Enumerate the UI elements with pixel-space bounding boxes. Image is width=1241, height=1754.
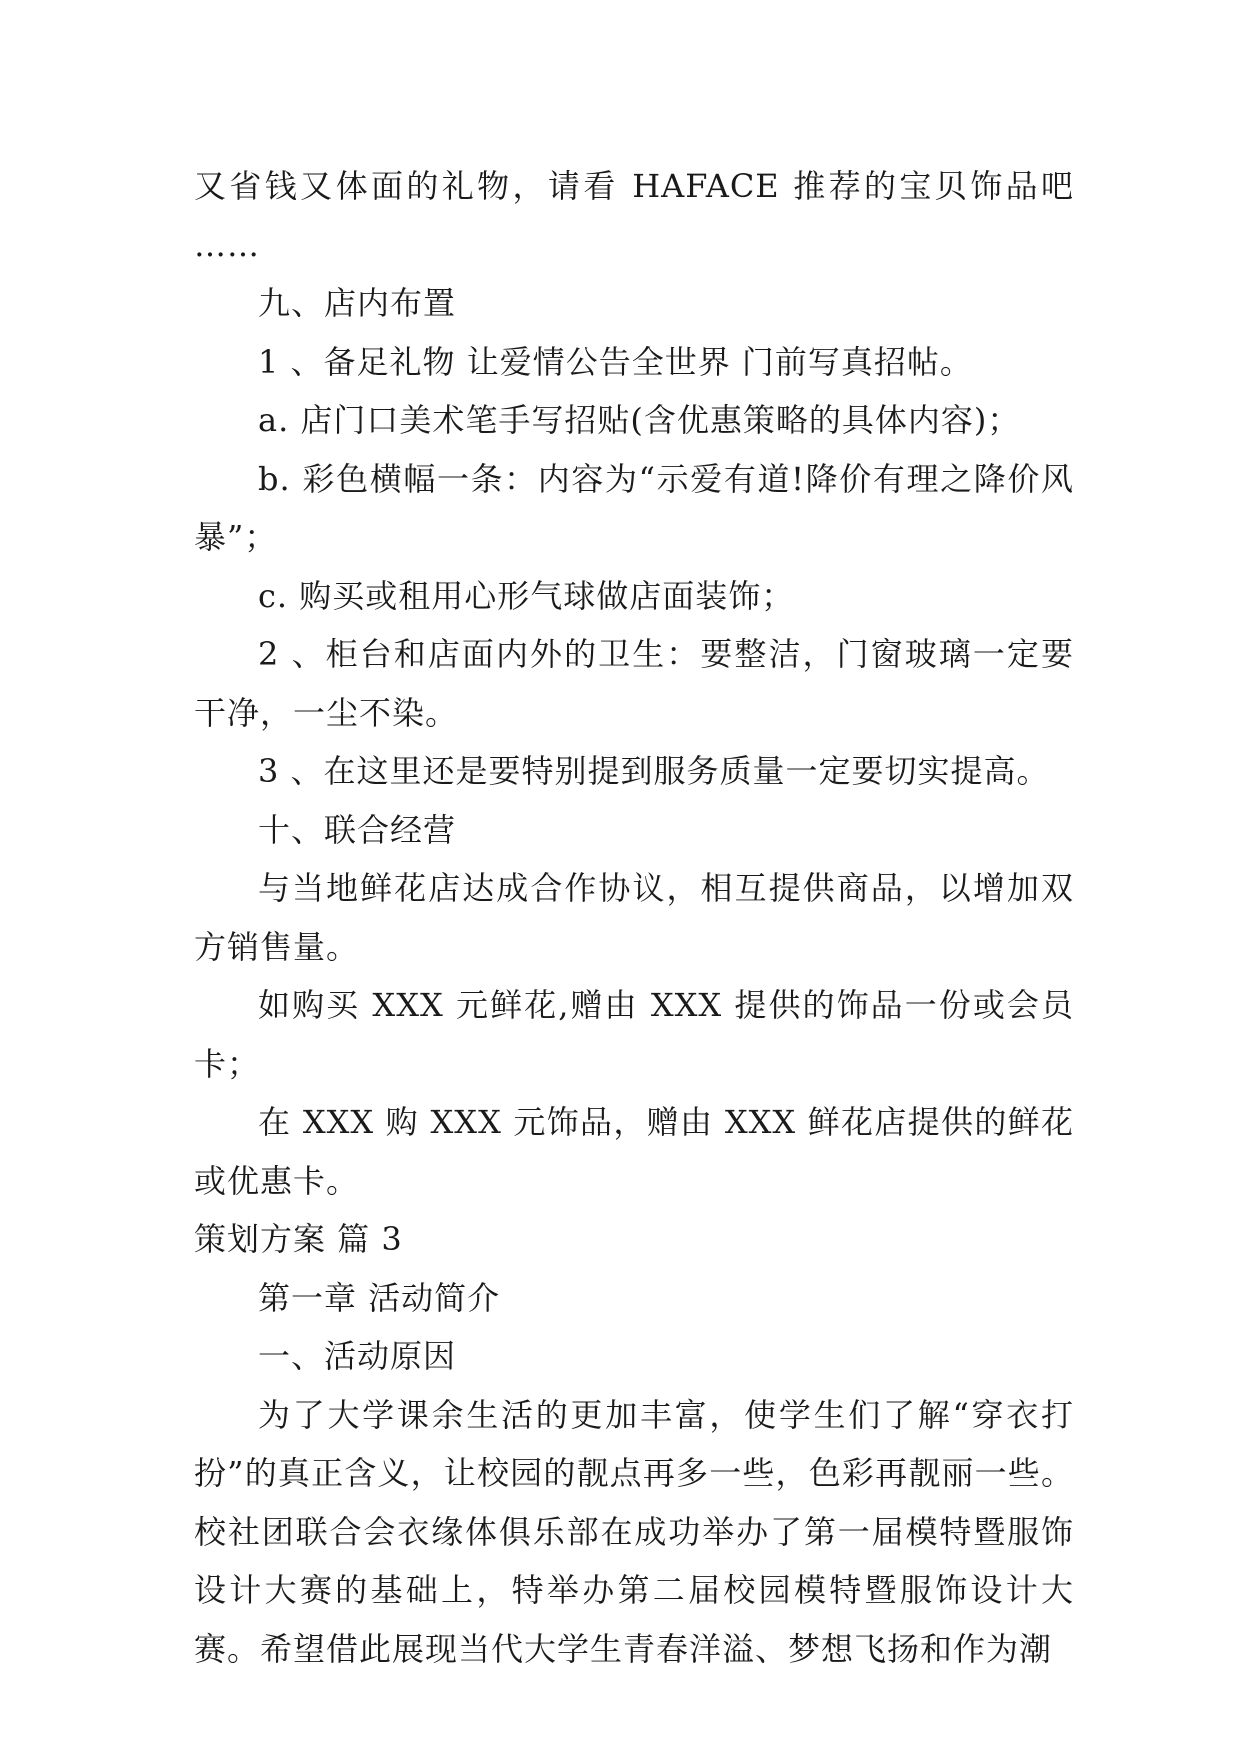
heading-section-9: 九、店内布置	[258, 284, 457, 322]
heading-section-10: 十、联合经营	[258, 810, 457, 849]
paragraph-example-2: 在 XXX 购 XXX 元饰品，赠由 XXX 鲜花店提供的鲜花或优惠卡。	[194, 1103, 1074, 1200]
document-body	[194, 157, 1074, 1678]
paragraph-item-b: b. 彩色横幅一条：内容为“示爱有道!降价有理之降价风暴”；	[194, 459, 1074, 556]
paragraph-item-3: 3 、在这里还是要特别提到服务质量一定要切实提高。	[258, 752, 1050, 790]
heading-chapter-1: 第一章 活动简介	[258, 1278, 501, 1317]
heading-activity-reason: 一、活动原因	[258, 1337, 457, 1375]
paragraph-item-c: c. 购买或租用心形气球做店面装饰；	[258, 576, 795, 615]
paragraph-example-1: 如购买 XXX 元鲜花,赠由 XXX 提供的饰品一份或会员卡；	[194, 986, 1074, 1083]
paragraph-partnership: 与当地鲜花店达成合作协议，相互提供商品，以增加双方销售量。	[194, 869, 1074, 966]
heading-plan-3: 策划方案 篇 3	[194, 1220, 403, 1258]
paragraph-item-2: 2 、柜台和店面内外的卫生：要整洁，门窗玻璃一定要干净，一尘不染。	[194, 635, 1074, 732]
paragraph-item-1: 1 、备足礼物 让爱情公告全世界 门前写真招帖。	[258, 342, 973, 381]
paragraph-activity-reason: 为了大学课余生活的更加丰富，使学生们了解“穿衣打扮”的真正含义，让校园的靓点再多一些，色彩再靓丽一些。校社团联合会衣缘体俱乐部在成功举办了第一届模特暨服饰设计大赛的基础上，特举办第二届校园模特暨服饰设计大赛。希望借此展现当代大学生青春洋溢、梦想飞扬和作为潮	[194, 1395, 1074, 1668]
paragraph-item-a: a. 店门口美术笔手写招贴(含优惠策略的具体内容)；	[258, 401, 1021, 439]
paragraph-intro: 又省钱又体面的礼物，请看 HAFACE 推荐的宝贝饰品吧 ……	[194, 167, 1074, 264]
